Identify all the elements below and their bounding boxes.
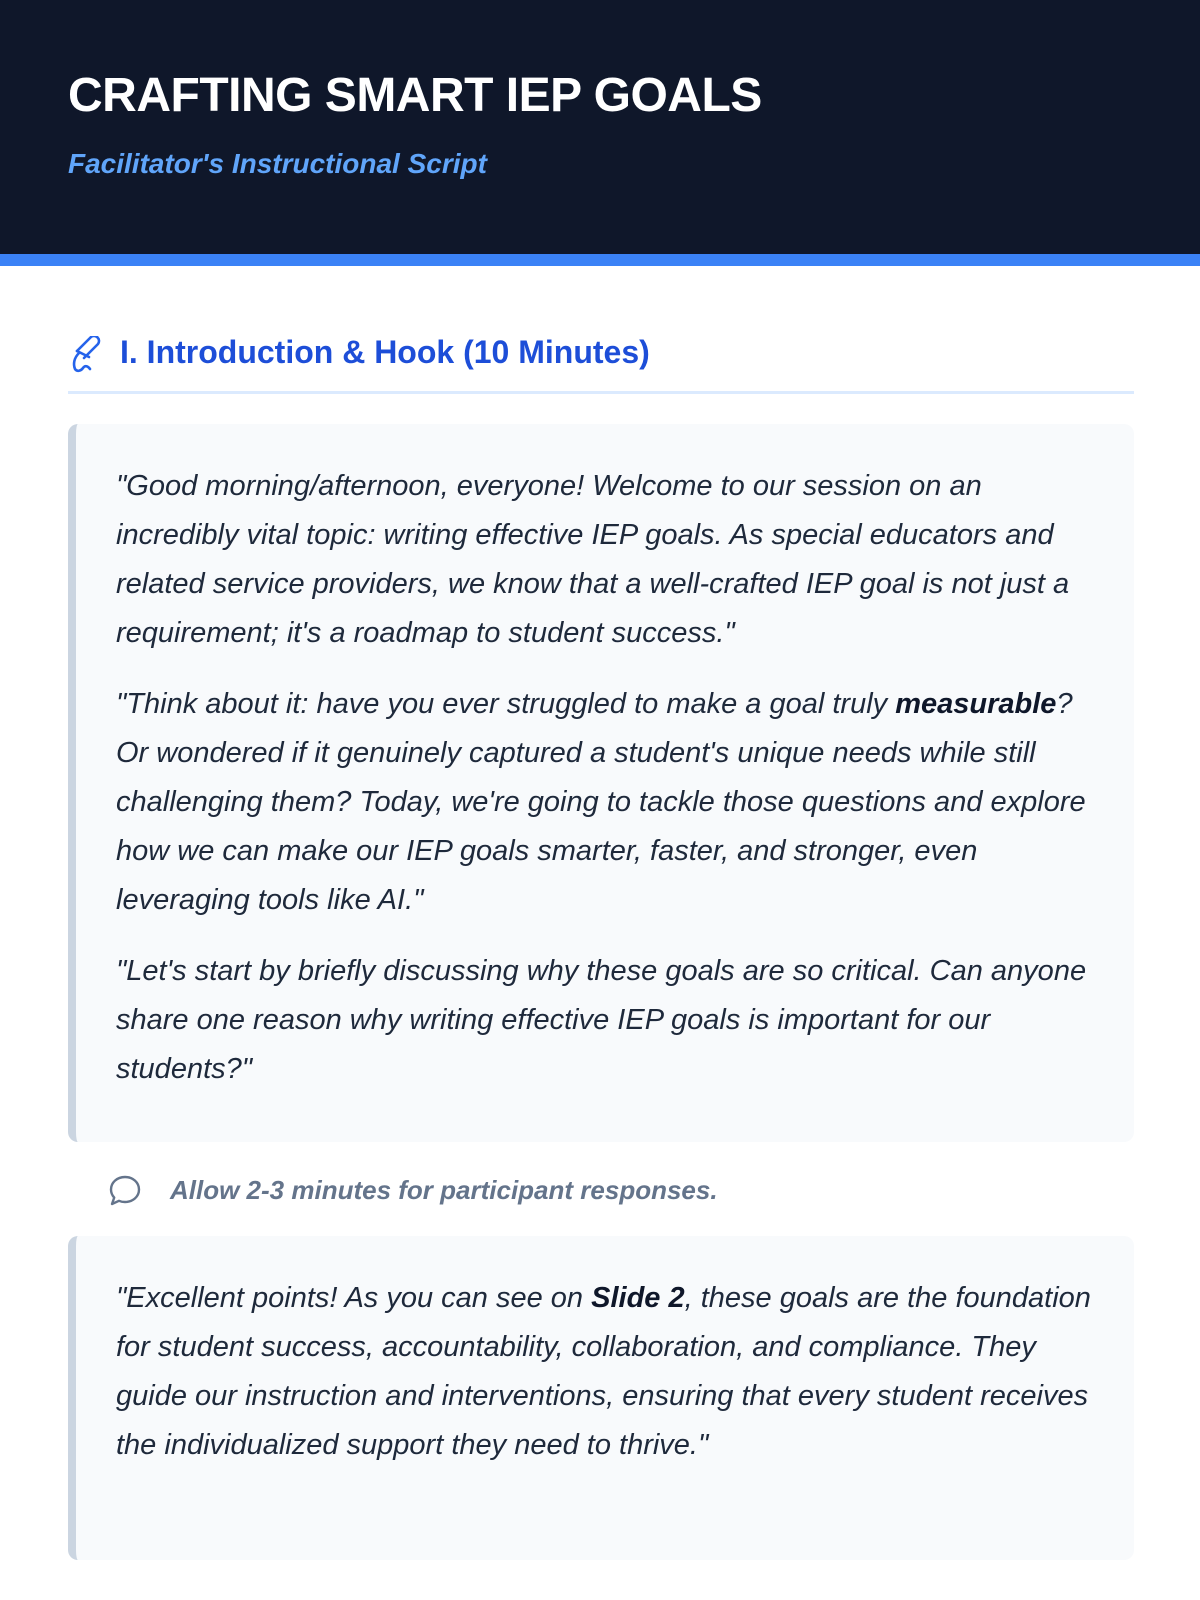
emphasis-text: Slide 2 bbox=[591, 1282, 685, 1314]
facilitator-note-text: Allow 2-3 minutes for participant responses. bbox=[170, 1175, 718, 1205]
facilitator-note bbox=[104, 1170, 1104, 1210]
page-title: CRAFTING SMART IEP GOALS bbox=[68, 69, 762, 122]
script-paragraph bbox=[116, 680, 1096, 925]
script-paragraph bbox=[116, 1274, 1096, 1470]
script-block bbox=[68, 1236, 1134, 1560]
script-text: "Excellent points! As you can see on bbox=[116, 1282, 592, 1314]
script-paragraph: "Let's start by briefly discussing why these goals are so critical. Can anyone share one reason why writing effective IEP goals is important for our students?" bbox=[116, 955, 1087, 1085]
microphone-icon bbox=[70, 336, 104, 374]
page-header bbox=[0, 0, 1200, 266]
script-text: "Think about it: have you ever struggled to make a goal truly bbox=[116, 688, 896, 720]
page-subtitle: Facilitator's Instructional Script bbox=[68, 148, 487, 179]
speech-bubble-icon bbox=[108, 1174, 142, 1208]
emphasis-text: measurable bbox=[895, 688, 1057, 720]
section-title: I. Introduction & Hook (10 Minutes) bbox=[120, 334, 650, 370]
script-paragraph: "Good morning/afternoon, everyone! Welcome to our session on an incredibly vital topic: writing effective IEP goals. As special educators and related service providers, we know that a well-crafted IEP goal is not just a requirement; it's a roadmap to student success." bbox=[116, 470, 1070, 649]
section-heading bbox=[68, 330, 1134, 394]
script-block bbox=[68, 424, 1134, 1142]
script-text: ? Or wondered if it genuinely captured a student's unique needs while still challenging them? Today, we're going to tackle those questions and explore how we can make our IEP goals smarter, faster, and stronger, even leveraging tools like AI." bbox=[116, 688, 1086, 916]
script-text: , these goals are the foundation for student success, accountability, collaboration, and compliance. They guide our instruction and interventions, ensuring that every student receives the individualized support they need to thrive." bbox=[116, 1282, 1091, 1461]
